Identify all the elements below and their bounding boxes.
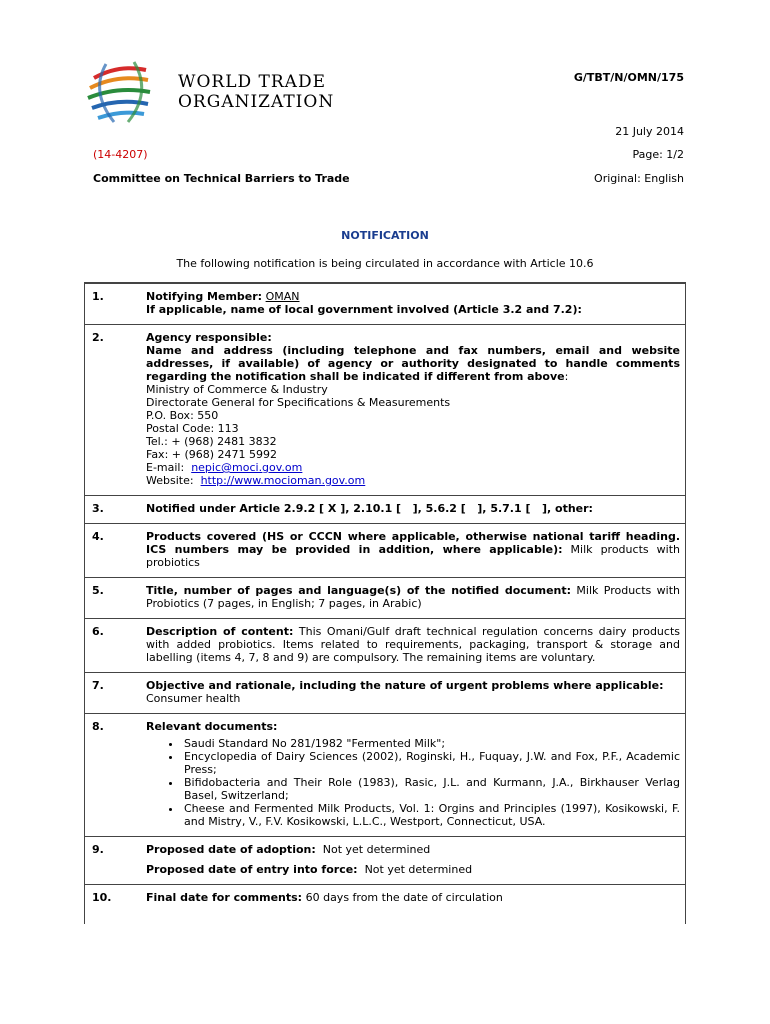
list-item: • Bifidobacteria and Their Role (1983), Rasic, J.L. and Kurmann, J.A., Birkhauser Verlag Basel, Switzerland; <box>182 776 680 802</box>
row-2 <box>84 325 686 496</box>
title-pages-value: Milk Products with Probiotics (7 pages, in English; 7 pages, in Arabic) <box>146 584 680 610</box>
item-number: 3. <box>92 502 104 515</box>
address-line: Directorate General for Specifications & Measurements <box>146 396 451 409</box>
description-value: This Omani/Gulf draft technical regulation concerns dairy products with added probiotics. Items related to requirements, packaging, transport & storage and labelling (items 4, 7, 8 and 9) are compulsory. The remaining items are voluntary. <box>146 625 680 664</box>
notifying-member-value: OMAN <box>265 290 300 303</box>
list-item: • Saudi Standard No 281/1982 "Fermented Milk"; <box>182 737 680 750</box>
row-7 <box>84 673 686 714</box>
row-10 <box>84 885 686 913</box>
row-4 <box>84 524 686 578</box>
row-3 <box>84 496 686 524</box>
entry-into-force-label: Proposed date of entry into force: <box>146 863 358 876</box>
list-item: • Cheese and Fermented Milk Products, Vol. 1: Orgins and Principles (1997), Kosikowski, F. and Mistry, V., F.V. Kosikowski, L.L.C., Westport, Connecticut, USA. <box>182 802 680 828</box>
item-number: 10. <box>92 891 112 904</box>
notified-under-article: Notified under Article 2.9.2 [ X ], 2.10.1 [ ], 5.6.2 [ ], 5.7.1 [ ], other: <box>146 502 593 515</box>
item-number: 5. <box>92 584 104 597</box>
item-number: 1. <box>92 290 104 303</box>
final-date-value: 60 days from the date of circulation <box>302 891 503 904</box>
address-line: P.O. Box: 550 <box>146 409 219 422</box>
row-9 <box>84 837 686 885</box>
item-number: 9. <box>92 843 104 856</box>
products-covered-label: Products covered (HS or CCCN where applicable, otherwise national tariff heading. ICS numbers may be provided in addition, where applicable): <box>146 530 680 556</box>
description-label: Description of content: <box>146 625 294 638</box>
doc-date: 21 July 2014 <box>615 125 684 138</box>
item-number: 4. <box>92 530 104 543</box>
row-1 <box>84 283 686 325</box>
objective-label: Objective and rationale, including the nature of urgent problems where applicable: <box>146 679 664 692</box>
item-number: 6. <box>92 625 104 638</box>
row-6 <box>84 619 686 673</box>
adoption-date-label: Proposed date of adoption: <box>146 843 316 856</box>
notification-title: NOTIFICATION <box>341 229 429 242</box>
address-line: Postal Code: 113 <box>146 422 239 435</box>
objective-value: Consumer health <box>146 692 241 705</box>
notifying-member-label: Notifying Member: <box>146 290 263 303</box>
agency-instructions: Name and address (including telephone and fax numbers, email and website addresses, if available) of agency or authority designated to handle comments regarding the notification shall be indicated if different from above <box>146 344 680 383</box>
local-government-label: If applicable, name of local government involved (Article 3.2 and 7.2): <box>146 303 582 316</box>
wto-emblem-icon <box>84 56 160 126</box>
ref-number: (14-4207) <box>93 148 148 161</box>
title-pages-label: Title, number of pages and language(s) of the notified document: <box>146 584 572 597</box>
page-indicator: Page: 1/2 <box>632 148 684 161</box>
item-number: 7. <box>92 679 104 692</box>
item-number: 2. <box>92 331 104 344</box>
wto-logo <box>84 56 334 126</box>
address-line: Fax: + (968) 2471 5992 <box>146 448 278 461</box>
doc-symbol: G/TBT/N/OMN/175 <box>573 71 684 84</box>
notification-table <box>84 282 686 912</box>
email-link[interactable]: nepic@moci.gov.om <box>191 461 303 474</box>
list-item: • Encyclopedia of Dairy Sciences (2002), Roginski, H., Fuquay, J.W. and Fox, P.F., Academic Press; <box>182 750 680 776</box>
website-label: Website: <box>146 474 201 487</box>
adoption-date-value: Not yet determined <box>315 843 431 856</box>
colon: : <box>564 370 569 383</box>
item-number: 8. <box>92 720 104 733</box>
agency-label: Agency responsible: <box>146 331 272 344</box>
committee-name: Committee on Technical Barriers to Trade <box>93 172 350 185</box>
org-name-line1: WORLD TRADE <box>178 72 326 92</box>
email-label: E-mail: <box>146 461 192 474</box>
intro-text: The following notification is being circulated in accordance with Article 10.6 <box>176 257 594 270</box>
address-line: Ministry of Commerce & Industry <box>146 383 328 396</box>
row-5 <box>84 578 686 619</box>
row-8 <box>84 714 686 837</box>
final-date-label: Final date for comments: <box>146 891 303 904</box>
address-line: Tel.: + (968) 2481 3832 <box>146 435 277 448</box>
relevant-documents-label: Relevant documents: <box>146 720 278 733</box>
products-covered-value: Milk products with probiotics <box>146 543 680 569</box>
entry-into-force-value: Not yet determined <box>357 863 473 876</box>
documents-list <box>146 737 680 828</box>
website-link[interactable]: http://www.mocioman.gov.om <box>200 474 366 487</box>
org-name-line2: ORGANIZATION <box>178 92 335 112</box>
original-language: Original: English <box>594 172 684 185</box>
